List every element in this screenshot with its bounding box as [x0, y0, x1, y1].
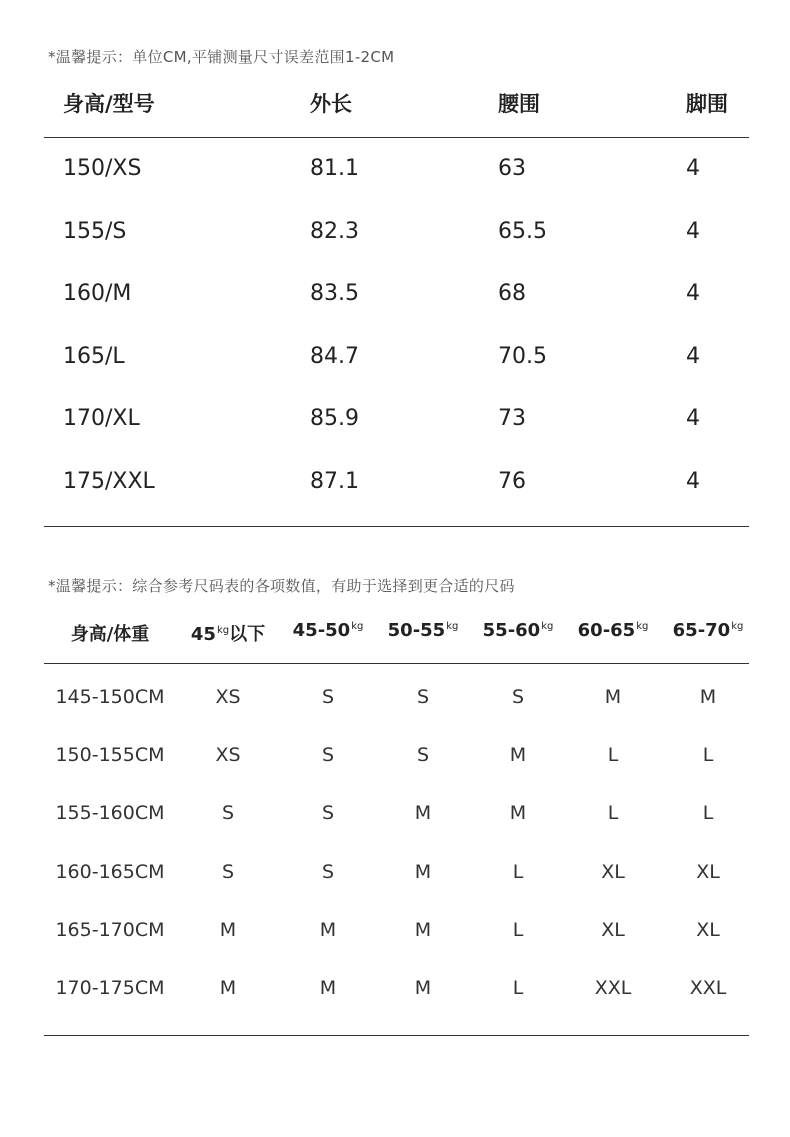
recommended-size-cell: S [321, 861, 335, 883]
recommended-size-cell: L [702, 802, 714, 824]
size-table-cell: 160/M [63, 281, 132, 306]
weight-range: 45 [190, 624, 216, 645]
size-table-header: 外长 [310, 92, 352, 116]
size-table-cell: 4 [686, 281, 700, 306]
size-table-cell: 83.5 [310, 281, 359, 306]
size-table-cell: 85.9 [310, 406, 359, 431]
recommended-size-cell: XXL [594, 977, 632, 999]
size-table-cell: 170/XL [63, 406, 140, 431]
recommended-size-cell: S [321, 802, 335, 824]
size-table-cell: 76 [498, 469, 526, 494]
height-range-cell: 165-170CM [55, 919, 165, 941]
recommended-size-cell: L [607, 802, 619, 824]
size-table-header: 脚围 [686, 92, 728, 116]
height-range-cell: 145-150CM [55, 686, 165, 708]
recommended-size-cell: S [416, 686, 430, 708]
recommended-size-cell: S [416, 744, 430, 766]
recommended-size-cell: S [511, 686, 525, 708]
weight-range-header [278, 620, 378, 641]
recommended-size-cell: M [604, 686, 622, 708]
recommended-size-cell: S [221, 802, 235, 824]
weight-unit: kg [216, 625, 230, 636]
recommended-size-cell: L [607, 744, 619, 766]
weight-range-header [178, 620, 278, 646]
size-table-cell: 73 [498, 406, 526, 431]
reference-table-bottom-divider [44, 1035, 749, 1036]
size-table-cell: 155/S [63, 219, 127, 244]
size-table-cell: 175/XXL [63, 469, 155, 494]
recommended-size-cell: M [219, 919, 237, 941]
recommended-size-cell: L [512, 861, 524, 883]
recommended-size-cell: L [512, 977, 524, 999]
weight-unit: kg [351, 621, 364, 632]
measurement-note: *温馨提示：单位CM,平铺测量尺寸误差范围1-2CM [48, 48, 395, 66]
recommended-size-cell: L [512, 919, 524, 941]
weight-unit: kg [446, 621, 459, 632]
size-table-cell: 68 [498, 281, 526, 306]
size-table-header: 腰围 [498, 92, 540, 116]
size-table-header: 身高/型号 [63, 92, 155, 116]
weight-unit: kg [731, 621, 744, 632]
recommended-size-cell: M [414, 977, 432, 999]
recommended-size-cell: M [219, 977, 237, 999]
weight-range: 60-65 [577, 620, 636, 641]
height-range-cell: 155-160CM [55, 802, 165, 824]
weight-unit: kg [636, 621, 649, 632]
size-table-cell: 4 [686, 344, 700, 369]
size-table-cell: 87.1 [310, 469, 359, 494]
recommended-size-cell: XXL [689, 977, 727, 999]
recommended-size-cell: M [699, 686, 717, 708]
height-range-cell: 170-175CM [55, 977, 165, 999]
recommended-size-cell: XS [215, 744, 241, 766]
size-table-cell: 65.5 [498, 219, 547, 244]
recommended-size-cell: XL [601, 919, 625, 941]
recommended-size-cell: M [319, 919, 337, 941]
height-range-cell: 160-165CM [55, 861, 165, 883]
weight-range: 55-60 [482, 620, 541, 641]
reference-table-header: 身高/体重 [70, 624, 150, 645]
weight-suffix: 以下 [229, 624, 266, 645]
weight-range-header [373, 620, 473, 641]
recommended-size-cell: M [319, 977, 337, 999]
recommended-size-cell: XL [601, 861, 625, 883]
recommended-size-cell: S [321, 744, 335, 766]
recommended-size-cell: M [509, 744, 527, 766]
weight-range-header [468, 620, 568, 641]
recommended-size-cell: M [414, 861, 432, 883]
size-table-cell: 70.5 [498, 344, 547, 369]
weight-range: 65-70 [672, 620, 731, 641]
size-table-cell: 4 [686, 156, 700, 181]
recommended-size-cell: L [702, 744, 714, 766]
weight-range-header [563, 620, 663, 641]
reference-table-header-divider [44, 663, 749, 664]
weight-range: 50-55 [387, 620, 446, 641]
recommended-size-cell: S [221, 861, 235, 883]
size-table-header-divider [44, 137, 749, 138]
size-table-bottom-divider [44, 526, 749, 527]
size-table-cell: 150/XS [63, 156, 142, 181]
height-range-cell: 150-155CM [55, 744, 165, 766]
size-table-cell: 165/L [63, 344, 125, 369]
weight-range-header [658, 620, 758, 641]
weight-unit: kg [541, 621, 554, 632]
recommended-size-cell: M [414, 802, 432, 824]
recommended-size-cell: XL [696, 919, 720, 941]
recommended-size-cell: M [509, 802, 527, 824]
recommended-size-cell: M [414, 919, 432, 941]
size-table-cell: 63 [498, 156, 526, 181]
size-table-cell: 81.1 [310, 156, 359, 181]
reference-note: *温馨提示：综合参考尺码表的各项数值，有助于选择到更合适的尺码 [48, 577, 515, 595]
recommended-size-cell: XL [696, 861, 720, 883]
size-table-cell: 82.3 [310, 219, 359, 244]
weight-range: 45-50 [292, 620, 351, 641]
recommended-size-cell: S [321, 686, 335, 708]
size-table-cell: 84.7 [310, 344, 359, 369]
size-table-cell: 4 [686, 406, 700, 431]
size-table-cell: 4 [686, 469, 700, 494]
recommended-size-cell: XS [215, 686, 241, 708]
size-table-cell: 4 [686, 219, 700, 244]
